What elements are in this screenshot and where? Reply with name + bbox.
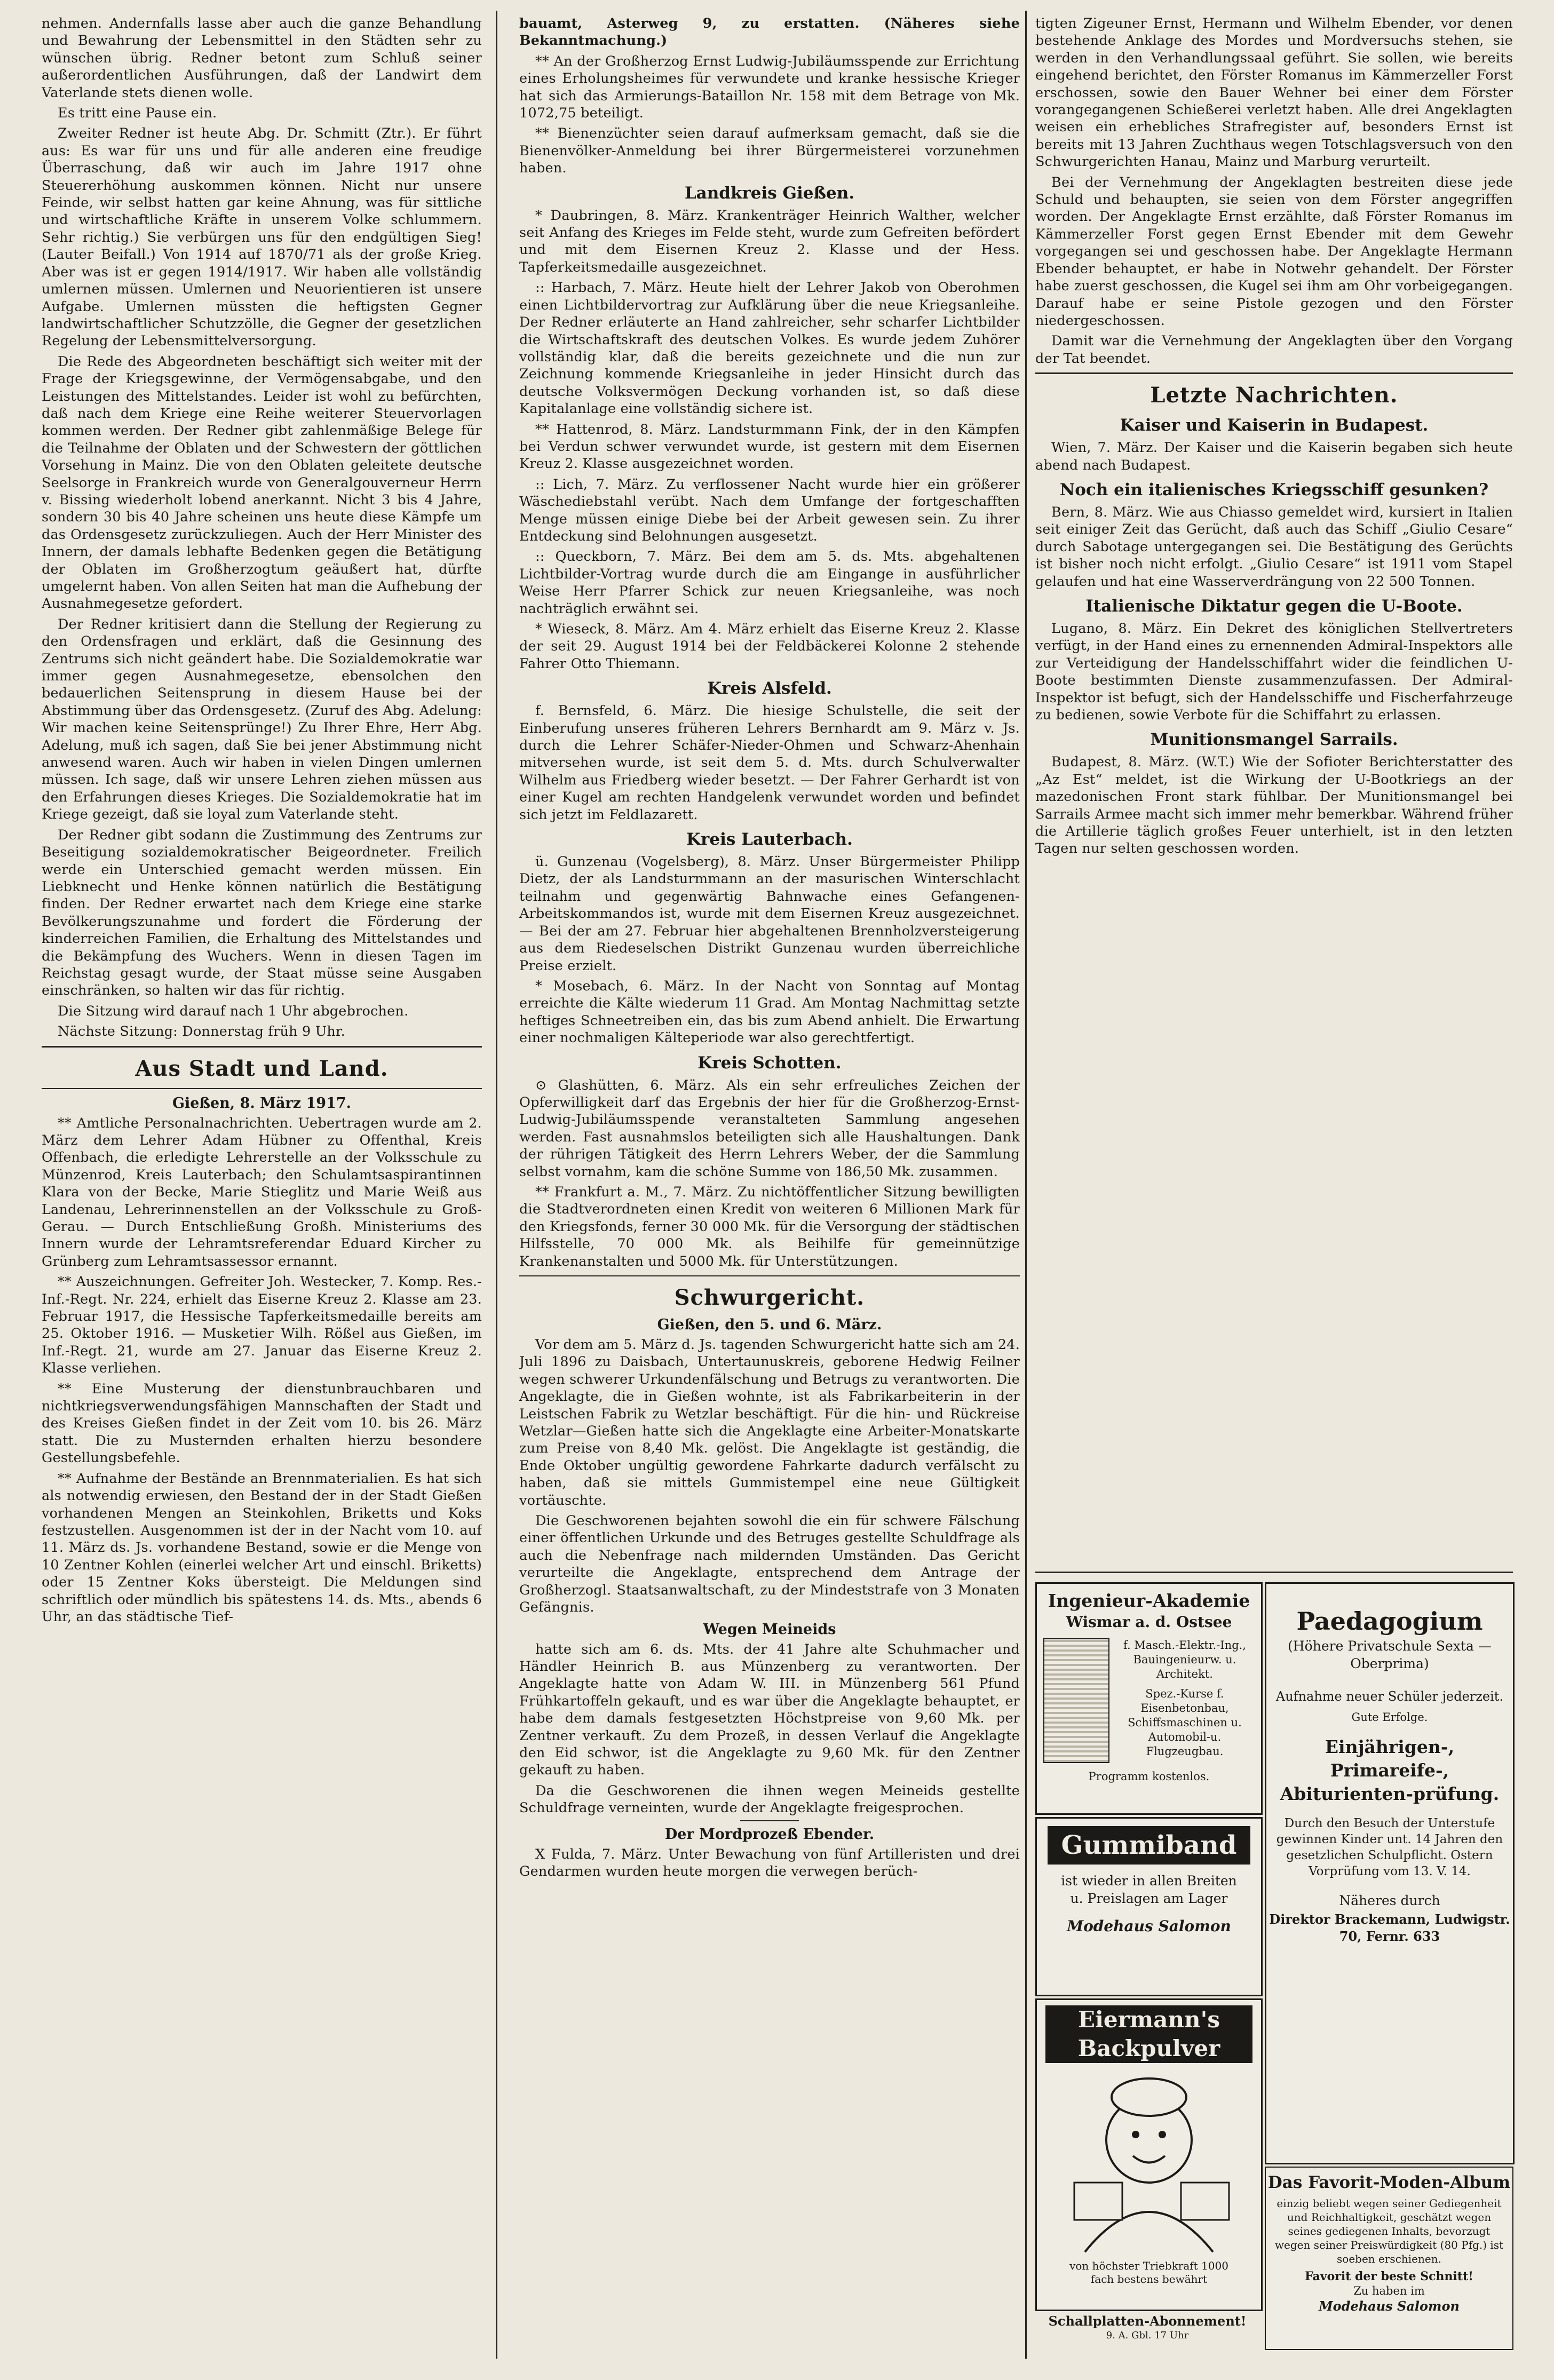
article-paragraph: Bei der Vernehmung der Angeklagten bestreiten diese jede Schuld und behaupten, sie seien von dem Förster angegriffen worden. Der Angeklagte Ernst erzählte, daß Förster Romanus im Kämmerzeller Forst gegen Ernst Ebender mit dem Gewehr vorgegangen sei und geschossen habe. Der Angeklagte Hermann Ebender behauptet, er habe in Notwehr gehandelt. Der Förster habe zuerst geschossen, die Kugel sei ihm am Ohr vorbeigegangen. Darauf habe er seine Pistole gezogen und den Förster niedergeschossen. xyxy=(1035,174,1513,329)
ad-title: Paedagogium xyxy=(1296,1607,1483,1636)
article-paragraph: :: Lich, 7. März. Zu verflossener Nacht wurde hier ein größerer Wäschediebstahl verübt. Nach dem Umfange der fortgeschafften Menge müssen einige Diebe bei der Arbeit gewesen sein. Zu ihrer Entdeckung sind Belohnungen ausgesetzt. xyxy=(519,476,1020,544)
subheading: Der Mordprozeß Ebender. xyxy=(664,1826,875,1843)
article-paragraph: Zweiter Redner ist heute Abg. Dr. Schmitt (Ztr.). Er führt aus: Es war für uns und für alle anderen eine freudige Überraschung, daß wir auch im Jahre 1917 ohne Steuererhöhung auskommen können. Nicht nur unsere Feinde, wir selbst hatten gar keine Ahnung, was für sittliche und wirtschaftliche Kräfte in unserem Volke schlummern. Sehr richtig.) Sie verbürgen uns für den endgültigen Sieg! (Lauter Beifall.) Von 1914 auf 1870/71 als der große Krieg. Aber was ist er gegen 1914/1917. Wir haben alle vollständig umlernen müssen. Umlernen und Neuorientieren ist unsere Aufgabe. Umlernen müssten die heftigsten Gegner landwirtschaftlicher Schutzzölle, die Gegner der gesetzlichen Regelung der Lebensmittelversorgung. xyxy=(42,125,482,350)
ad-line: einzig beliebt wegen seiner Gediegenheit und Reichhaltigkeit, geschätzt wegen seines gediegenen Inhalts, bevorzugt wegen seiner Preiswürdigkeit (80 Pfg.) ist soeben erschienen. xyxy=(1274,2197,1504,2265)
article-paragraph: ⊙ Glashütten, 6. März. Als ein sehr erfreuliches Zeichen der Opferwilligkeit darf das Ergebnis der hier für die Großherzog-Ernst-Ludwig-Jubiläumsspende veranstalteten Sammlung angesehen werden. Fast ausnahmslos beteiligten sich alle Haushaltungen. Dank der rührigen Tätigkeit des Herrn Lehrers Weber, der die Sammlung selbst vornahm, kam die schöne Summe von 186,50 Mk. zusammen. xyxy=(519,1077,1020,1180)
section-rule xyxy=(42,1088,482,1089)
ad-title: Ingenieur-Akademie xyxy=(1048,1590,1250,1611)
ad-line: (Höhere Privatschule Sexta — Oberprima) xyxy=(1288,1638,1492,1671)
ad-title: Gummiband xyxy=(1048,1826,1250,1865)
column-divider xyxy=(496,11,497,2359)
section-heading: Schwurgericht. xyxy=(674,1285,865,1310)
column-divider xyxy=(1025,11,1027,2359)
district-heading: Kreis Lauterbach. xyxy=(686,830,853,850)
ad-brand: Modehaus Salomon xyxy=(1067,1917,1231,1935)
article-paragraph: nehmen. Andernfalls lasse aber auch die ganze Behandlung und Bewahrung der Lebensmittel in den Städten sehr zu wünschen übrig. Redner betont zum Schluß seiner außerordentlichen Ausführungen, daß der Landwirt dem Vaterlande stets dienen wolle. xyxy=(42,15,482,101)
advertisements xyxy=(1035,1572,1513,2351)
ad-city: Wismar a. d. Ostsee xyxy=(1066,1613,1232,1631)
article-paragraph: ** Frankfurt a. M., 7. März. Zu nichtöffentlicher Sitzung bewilligten die Stadtverordneten einen Kredit von weiteren 6 Millionen Mark für den Kriegsfonds, ferner 30 000 Mk. für die Versorgung der städtischen Hilfsstelle, 70 000 Mk. als Beihilfe für gemeinnützige Krankenanstalten und 5000 Mk. für Unterstützungen. xyxy=(519,1184,1020,1270)
article-paragraph: X Fulda, 7. März. Unter Bewachung von fünf Artilleristen und drei Gendarmen wurden heute morgen die verwegen berüch- xyxy=(519,1846,1020,1879)
section-rule xyxy=(42,1046,482,1048)
article-paragraph: f. Bernsfeld, 6. März. Die hiesige Schulstelle, die seit der Einberufung unseres früheren Lehrers Bernhardt am 9. März v. Js. durch die Lehrer Schäfer-Nieder-Ohmen und Schwarz-Ahenhain mitversehen wurde, ist seit dem 5. d. Mts. durch Schulverwalter Wilhelm aus Friedberg wieder besetzt. — Der Fahrer Gerhardt ist von einer Kugel am rechten Handgelenk verwundet worden und befindet sich jetzt im Feldlazarett. xyxy=(519,703,1020,823)
ad-line: f. Masch.-Elektr.-Ing., Bauingenieurw. u. Architekt. xyxy=(1123,1639,1246,1680)
article-paragraph: Da die Geschworenen die ihnen wegen Meineids gestellte Schuldfrage verneinten, wurde der Angeklagte freigesprochen. xyxy=(519,1782,1020,1816)
ad-footer-strip xyxy=(1035,2313,1259,2345)
article-paragraph: ü. Gunzenau (Vogelsberg), 8. März. Unser Bürgermeister Philipp Dietz, der als Landsturmmann an der masurischen Winterschlacht teilnahm und gegenwärtig Bahnwache eines Gefangenen-Arbeitskommandos ist, wurde mit dem Eisernen Kreuz ausgezeichnet. — Bei der am 27. Februar hier abgehaltenen Brennholzversteigerung aus dem Riedeselschen Distrikt Gunzenau wurden überreichliche Preise erzielt. xyxy=(519,854,1020,974)
article-paragraph: hatte sich am 6. ds. Mts. der 41 Jahre alte Schuhmacher und Händler Heinrich B. aus Münzenberg zu verantworten. Der Angeklagte hatte von Adam W. III. in Münzenberg 561 Pfund Frühkartoffeln gekauft, und es war über die Angeklagte behauptet, er habe dem damals festgesetzten Höchstpreise von 9,60 Mk. per Zentner verkauft. Zu dem Prozeß, in dessen Verlauf die Angeklagte den Eid schwor, ist die Angeklagte zu 9,60 Mk. für den Zentner gekauft zu haben. xyxy=(519,1641,1020,1779)
building-illustration xyxy=(1043,1638,1109,1763)
article-paragraph: Es tritt eine Pause ein. xyxy=(58,105,217,122)
ad-title: Eiermann's Backpulver xyxy=(1045,2005,1252,2063)
article-paragraph: Der Redner kritisiert dann die Stellung der Regierung zu den Ordensfragen und erklärt, daß die Gesinnung des Zentrums sich nicht geändert habe. Die Sozialdemokratie war immer gegen Ausnahmegesetze, ebensolchen den bedauerlichen Seitensprung in diesem Hause bei der Abstimmung über das Ordensgesetz. (Zuruf des Abg. Adelung: Wir machen keine Seitensprünge!) Zu Ihrer Ehre, Herr Abg. Adelung, muß ich sagen, daß Sie bei jener Abstimmung nicht anwesend waren. Auch wir haben in vielen Dingen umlernen müssen. Ich sage, daß wir unsere Lehren ziehen müssen aus den Erfahrungen dieses Krieges. Die Sozialdemokratie hat im Kriege gezeigt, daß sie loyal zum Vaterlande steht. xyxy=(42,616,482,823)
article-paragraph: Die Geschworenen bejahten sowohl die ein für schwere Fälschung einer öffentlichen Urkunde und des Betruges gestellte Schuldfrage als auch die Nebenfrage nach mildernden Umständen. Das Gericht verurteilte die Angeklagte, entsprechend dem Antrage der Großherzogl. Staatsanwaltschaft, zu der Mindeststrafe von 3 Monaten Gefängnis. xyxy=(519,1513,1020,1616)
article-paragraph: ** Eine Musterung der dienstunbrauchbaren und nichtkriegsverwendungsfähigen Mannschaften der Stadt und des Kreises Gießen findet in der Zeit vom 10. bis 26. März statt. Die zu Musternden erhalten hierzu besondere Gestellungsbefehle. xyxy=(42,1381,482,1466)
ad-line: Programm kostenlos. xyxy=(1088,1770,1210,1783)
article-paragraph: Damit war die Vernehmung der Angeklagten über den Vorgang der Tat beendet. xyxy=(1035,333,1513,367)
ad-line: Gute Erfolge. xyxy=(1351,1711,1428,1724)
ad-gummiband xyxy=(1035,1817,1263,1996)
article-paragraph: bauamt, Asterweg 9, zu erstatten. (Näheres siehe Bekanntmachung.) xyxy=(519,15,1020,49)
ad-line: 9. A. Gbl. 17 Uhr xyxy=(1106,2330,1189,2341)
article-paragraph: * Mosebach, 6. März. In der Nacht von Sonntag auf Montag erreichte die Kälte wiederum 11 Grad. Am Montag Nachmittag setzte heftiges Schneetreiben ein, das bis zum Abend anhielt. Die Erwartung einer nochmaligen Kälteperiode war also gerechtfertigt. xyxy=(519,978,1020,1046)
ad-highlight: Einjährigen-, Primareife-, Abiturienten-prüfung. xyxy=(1280,1736,1500,1804)
news-heading: Munitionsmangel Sarrails. xyxy=(1150,730,1398,750)
article-paragraph: ** Aufnahme der Bestände an Brennmaterialien. Es hat sich als notwendig erwiesen, den Bestand der in der Stadt Gießen vorhandenen Mengen an Steinkohlen, Briketts und Koks festzustellen. Ausgenommen ist der in der Nacht vom 10. auf 11. März ds. Js. vorhandene Bestand, sowie er die Menge von 10 Zentner Kohlen (einerlei welcher Art und einschl. Briketts) oder 15 Zentner Koks übersteigt. Die Meldungen sind schriftlich oder mündlich bis spätestens 14. ds. Mts., abends 6 Uhr, an das städtische Tief- xyxy=(42,1470,482,1625)
ad-eiermann-backpulver xyxy=(1035,1998,1263,2311)
article-paragraph: Der Redner gibt sodann die Zustimmung des Zentrums zur Beseitigung sozialdemokratischer Beigeordneter. Freilich werde ein Unterschied gemacht werden müssen. Ein Liebknecht und Henke können natürlich die Bestätigung finden. Der Redner erwartet nach dem Kriege eine starke Bevölkerungszunahme und fordert die Förderung der kinderreichen Familien, die Erhaltung des Mittelstandes und die Bekämpfung des Wuchers. Wenn in diesen Tagen im Reichstag gesagt wurde, der Staat müsse seine Ausgaben einschränken, so halten wir das für richtig. xyxy=(42,827,482,999)
news-heading: Italienische Diktatur gegen die U-Boote. xyxy=(1085,596,1463,616)
article-paragraph: Die Sitzung wird darauf nach 1 Uhr abgebrochen. xyxy=(58,1003,409,1019)
article-paragraph: :: Queckborn, 7. März. Bei dem am 5. ds. Mts. abgehaltenen Lichtbilder-Vortrag wurde durch die am Eingange in ausführlicher Weise Herr Pfarrer Schick zur neuen Kriegsanleihe, was noch nachträglich erwähnt sei. xyxy=(519,549,1020,617)
district-heading: Kreis Schotten. xyxy=(697,1053,842,1073)
article-paragraph: * Wieseck, 8. März. Am 4. März erhielt das Eiserne Kreuz 2. Klasse der seit 29. August 1914 bei der Feldbäckerei Kolonne 2 stehende Fahrer Otto Thiemann. xyxy=(519,621,1020,672)
short-rule xyxy=(740,1820,799,1821)
ad-line: Direktor Brackemann, Ludwigstr. 70, Fernr. 633 xyxy=(1269,1911,1510,1944)
article-paragraph: ** Hattenrod, 8. März. Landsturmmann Fink, der in den Kämpfen bei Verdun schwer verwundet wurde, ist gestern mit dem Eisernen Kreuz 2. Klasse ausgezeichnet worden. xyxy=(519,421,1020,472)
subheading: Wegen Meineids xyxy=(703,1621,836,1638)
ad-title: Schallplatten-Abonnement! xyxy=(1048,2313,1247,2329)
ad-line: ist wieder in allen Breiten u. Preislagen am Lager xyxy=(1061,1873,1237,1906)
ad-favorit-album xyxy=(1265,2167,1513,2350)
ad-line: Zu haben im xyxy=(1353,2284,1425,2297)
ad-brand: Modehaus Salomon xyxy=(1319,2298,1460,2314)
column-left xyxy=(42,15,482,2352)
section-heading: Aus Stadt und Land. xyxy=(135,1056,388,1081)
district-heading: Landkreis Gießen. xyxy=(684,183,855,203)
ad-line: Näheres durch xyxy=(1339,1893,1440,1908)
article-paragraph: Bern, 8. März. Wie aus Chiasso gemeldet wird, kursiert in Italien seit einiger Zeit das Gerücht, daß auch das Schiff „Giulio Cesare“ durch Sabotage untergegangen sei. Die Bestätigung des Gerüchts ist bisher noch nicht erfolgt. „Giulio Cesare“ ist 1911 vom Stapel gelaufen und hat eine Wasserverdrängung von 22 500 Tonnen. xyxy=(1035,504,1513,590)
article-paragraph: * Daubringen, 8. März. Krankenträger Heinrich Walther, welcher seit Anfang des Krieges im Felde steht, wurde zum Gefreiten befördert und mit dem Eisernen Kreuz 2. Klasse und der Hess. Tapferkeitsmedaille ausgezeichnet. xyxy=(519,207,1020,275)
ad-line: Favorit der beste Schnitt! xyxy=(1305,2270,1473,2283)
article-paragraph: ** Amtliche Personalnachrichten. Uebertragen wurde am 2. März dem Lehrer Adam Hübner zu Offenthal, Kreis Offenbach, die erledigte Lehrerstelle an der Volksschule zu Münzenrod, Kreis Lauterbach; den Schulamtsaspirantinnen Klara von der Becke, Marie Stieglitz und Marie Weiß aus Landenau, Lehrerinnenstellen an der Volksschule zu Groß-Gerau. — Durch Entschließung Großh. Ministeriums des Innern wurde der Lehramtsreferendar Eduard Kircher zu Grünberg zum Lehramtsassessor ernannt. xyxy=(42,1115,482,1270)
section-rule xyxy=(519,1275,1020,1276)
article-paragraph: ** Bienenzüchter seien darauf aufmerksam gemacht, daß sie die Bienenvölker-Anmeldung bei ihrer Bürgermeisterei vorzunehmen haben. xyxy=(519,125,1020,177)
news-heading: Kaiser und Kaiserin in Budapest. xyxy=(1120,416,1429,435)
article-paragraph: ** Auszeichnungen. Gefreiter Joh. Westecker, 7. Komp. Res.-Inf.-Regt. Nr. 224, erhielt das Eiserne Kreuz 2. Klasse am 23. Februar 1917, die Hessische Tapferkeitsmedaille bereits am 25. Oktober 1916. — Musketier Wilh. Rößel aus Gießen, im Inf.-Regt. 21, wurde am 27. Januar das Eiserne Kreuz 2. Klasse verliehen. xyxy=(42,1274,482,1377)
ad-line: Spez.-Kurse f. Eisenbetonbau, Schiffsmaschinen u. Automobil-u. Flugzeugbau. xyxy=(1128,1687,1242,1758)
ad-line: von höchster Triebkraft 1000 fach bestens bewährt xyxy=(1069,2259,1228,2286)
ad-line: Durch den Besuch der Unterstufe gewinnen Kinder unt. 14 Jahren den gesetzlichen Schulpflicht. Ostern Vorprüfung vom 13. V. 14. xyxy=(1276,1816,1503,1878)
dateline: Gießen, 8. März 1917. xyxy=(172,1094,352,1112)
news-heading: Noch ein italienisches Kriegsschiff gesunken? xyxy=(1059,480,1489,499)
ad-paedagogium xyxy=(1265,1582,1515,2164)
district-heading: Kreis Alsfeld. xyxy=(707,679,832,699)
article-paragraph: ** An der Großherzog Ernst Ludwig-Jubiläumsspende zur Errichtung eines Erholungsheimes für verwundete und kranke hessische Krieger hat sich das Armierungs-Bataillon Nr. 158 mit dem Betrage von Mk. 1072,75 beteiligt. xyxy=(519,53,1020,122)
column-right xyxy=(1035,15,1513,1562)
article-paragraph: :: Harbach, 7. März. Heute hielt der Lehrer Jakob von Oberohmen einen Lichtbildervortrag zur Aufklärung über die neue Kriegsanleihe. Der Redner erläuterte an Hand zahlreicher, sehr scharfer Lichtbilder die Wirtschaftskraft des deutschen Volkes. Es wurde jedem Zuhörer vollständig klar, daß die bereits gezeichnete und die nun zur Zeichnung kommende Kriegsanleihe in jeder Hinsicht durch das deutsche Volksvermögen Deckung vorhanden ist, so daß diese Kapitalanlage eine vollständig sichere ist. xyxy=(519,280,1020,417)
ad-ingenieur-akademie xyxy=(1035,1582,1263,1815)
section-rule xyxy=(1035,372,1513,374)
chef-illustration xyxy=(1037,2065,1261,2257)
section-heading: Letzte Nachrichten. xyxy=(1150,383,1398,408)
column-middle xyxy=(519,15,1020,2352)
dateline: Gießen, den 5. und 6. März. xyxy=(657,1316,882,1333)
article-paragraph: Budapest, 8. März. (W.T.) Wie der Sofioter Berichterstatter des „Az Est“ meldet, ist die Wirkung der U-Bootkriegs an der mazedonischen Front stark fühlbar. Der Munitionsmangel bei Sarrails Armee macht sich immer mehr bemerkbar. Während früher die Artillerie täglich großes Feuer unterhielt, ist in den letzten Tagen nur selten geschossen worden. xyxy=(1035,754,1513,857)
article-paragraph: Nächste Sitzung: Donnerstag früh 9 Uhr. xyxy=(58,1024,345,1040)
article-paragraph: Die Rede des Abgeordneten beschäftigt sich weiter mit der Frage der Kriegsgewinne, der Vermögensabgabe, und den Leistungen des Mittelstandes. Leider ist wohl zu befürchten, daß nach dem Kriege eine Reihe weiterer Steuervorlagen kommen werden. Der Redner gibt zahlenmäßige Belege für die Teilnahme der Oblaten und der Schwestern der göttlichen Vorsehung in Mainz. Die von den Oblaten geleitete deutsche Seelsorge in Frankreich wurde von Generalgouverneur Herrn v. Bissing wiederholt lobend anerkannt. Nicht 3 bis 4 Jahre, sondern 30 bis 40 Jahre scheinen uns heute diese Kämpfe um das Ordensgesetz zurückzuliegen. Auch der Herr Minister des Innern, der damals lebhafte Bedenken gegen die Betätigung der Oblaten im Großherzogtum geäußert hat, dürfte umgelernt haben. Von allen Seiten hat man die Aufhebung der Ausnahmegesetze gefordert. xyxy=(42,353,482,612)
article-paragraph: Lugano, 8. März. Ein Dekret des königlichen Stellvertreters verfügt, in der Hand eines zu ernennenden Admiral-Inspektors alle zur Verteidigung der Handelsschiffahrt wider die feindlichen U-Boote bestimmten Dienste zusammenzufassen. Der Admiral-Inspektor ist befugt, sich der Handelsschiffe und Fischerfahrzeuge zu bedienen, sowie Verbote für die Schiffahrt zu erlassen. xyxy=(1035,620,1513,723)
article-paragraph: Wien, 7. März. Der Kaiser und die Kaiserin begaben sich heute abend nach Budapest. xyxy=(1035,440,1513,473)
article-paragraph: tigten Zigeuner Ernst, Hermann und Wilhelm Ebender, vor denen bestehende Anklage des Mordes und Mordversuchs stehen, sie werden in den Verhandlungssaal geführt. Sie sollen, wie bereits eingehend berichtet, den Förster Romanus im Kämmerzeller Forst erschossen, sowie den Bauer Wehner bei einer dem Förster vorangegangenen Schießerei verletzt haben. Alle drei Angeklagten weisen ein erhebliches Strafregister auf, besonders Ernst ist bereits mit 13 Jahren Zuchthaus wegen Totschlagsversuch von den Schwurgerichten Hanau, Mainz und Marburg verurteilt. xyxy=(1035,15,1513,170)
ad-title: Das Favorit-Moden-Album xyxy=(1267,2173,1511,2192)
section-rule xyxy=(1035,1572,1513,1573)
article-paragraph: Vor dem am 5. März d. Js. tagenden Schwurgericht hatte sich am 24. Juli 1896 zu Daisbach, Untertaunuskreis, geborene Hedwig Feilner wegen schwerer Urkundenfälschung und Betrugs zu verantworten. Die Angeklagte, die in Gießen wohnte, ist als Fabrikarbeiterin in der Leistschen Fabrik zu Wetzlar beschäftigt. Für die hin- und Rückreise Wetzlar—Gießen hatte sich die Angeklagte eine Arbeiter-Monatskarte zum Preise von 8,40 Mk. gelöst. Die Angeklagte ist geständig, die Ende Oktober ungültig gewordene Fahrkarte dadurch verfälscht zu haben, daß sie mittels Gummistempel eine neue Gültigkeit vortäuschte. xyxy=(519,1337,1020,1509)
ad-line: Aufnahme neuer Schüler jederzeit. xyxy=(1275,1689,1504,1704)
